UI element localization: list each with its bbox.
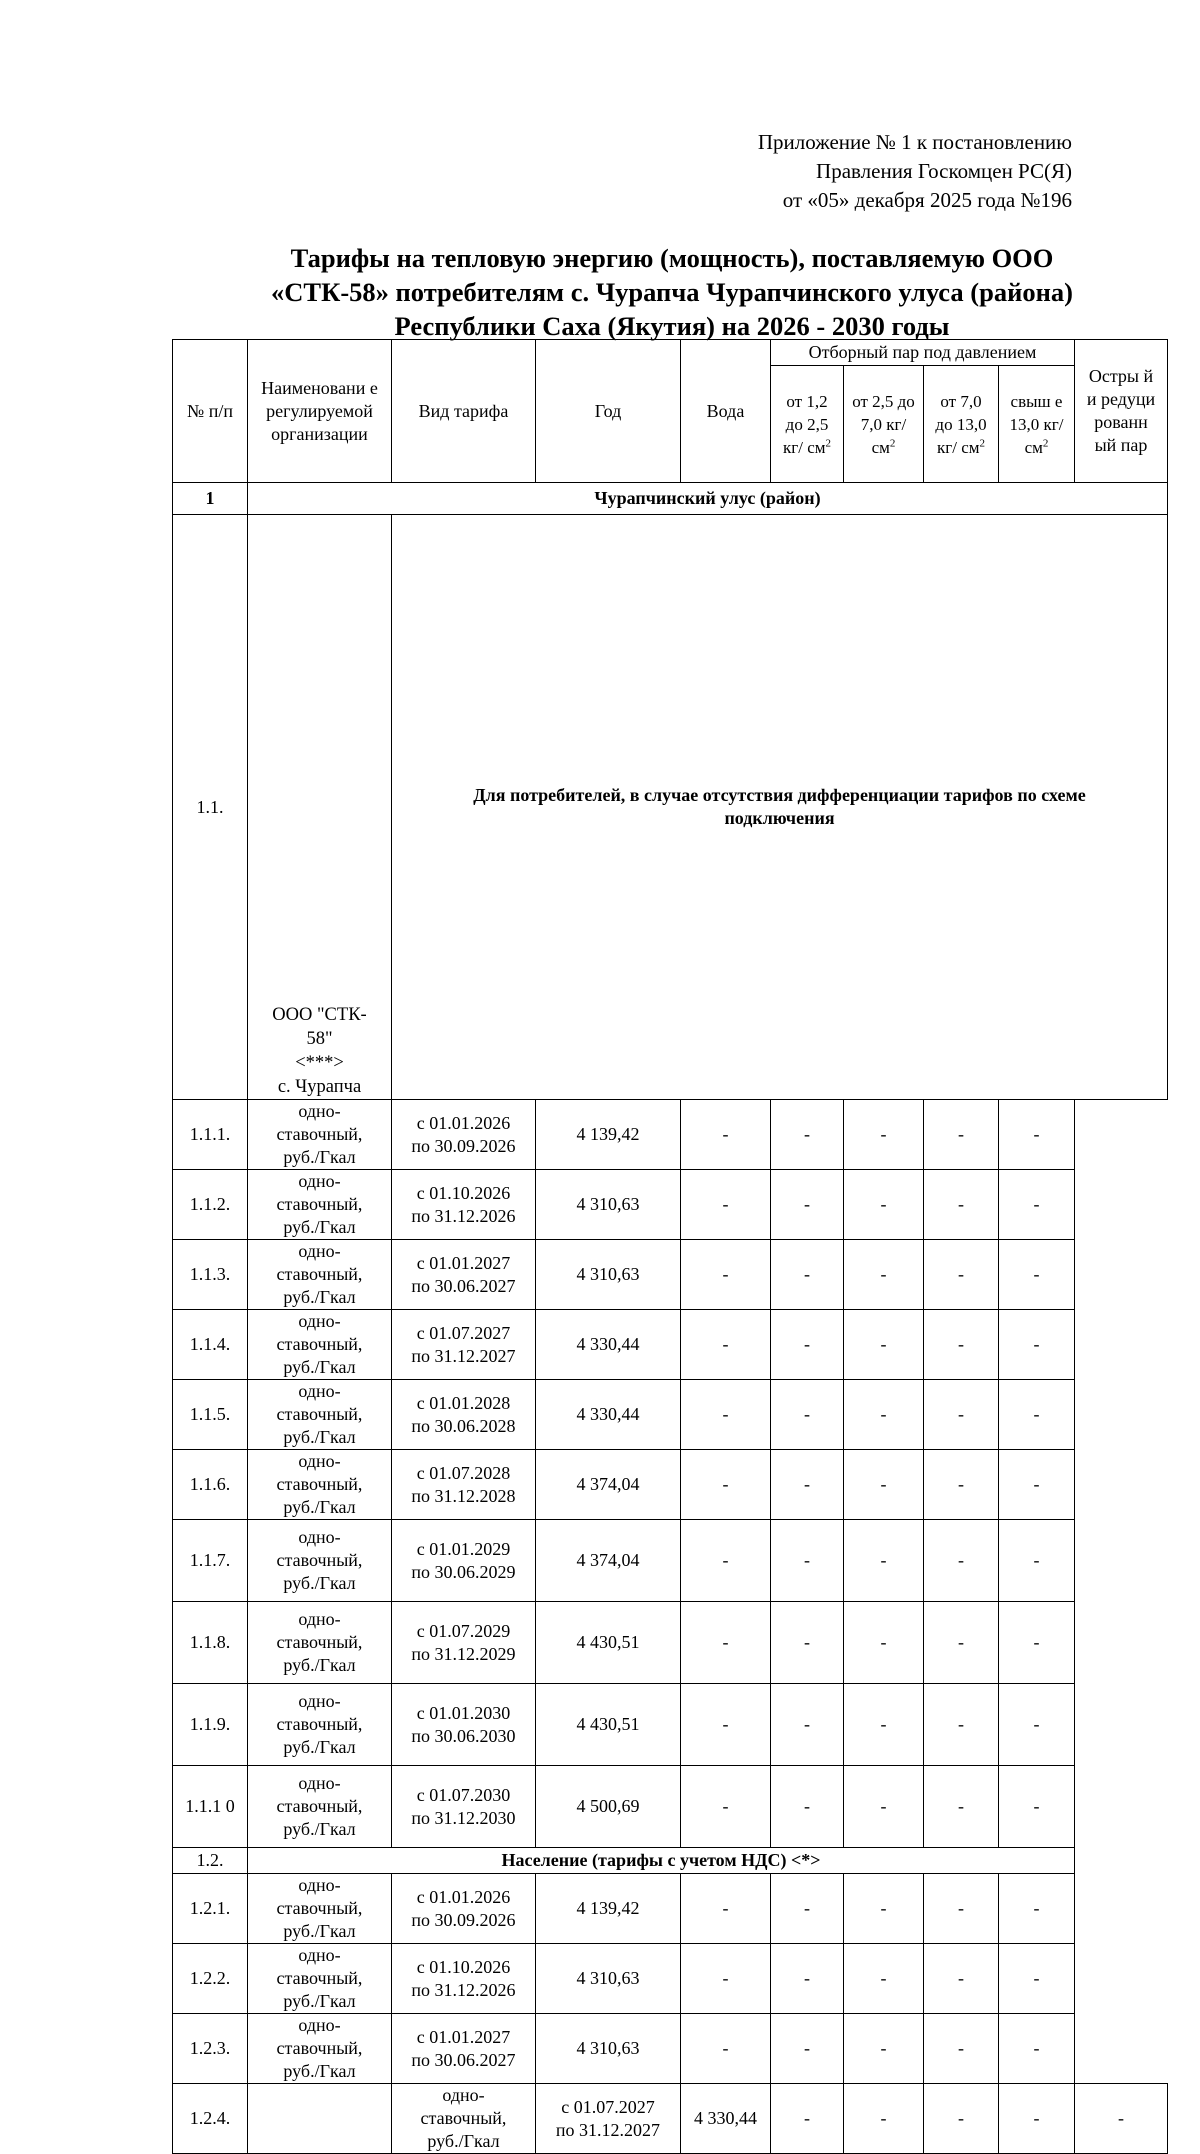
col-header-sharp-steam: Остры й и редуци рованн ый пар	[1075, 340, 1168, 483]
dash-cell: -	[681, 1450, 771, 1520]
dash-cell: -	[924, 2084, 999, 2154]
dash-cell: -	[844, 1240, 924, 1310]
water-value: 4 139,42	[536, 1874, 681, 1944]
water-value: 4 330,44	[681, 2084, 771, 2154]
row-num: 1.1.6.	[173, 1450, 248, 1520]
tariff-table	[172, 339, 1168, 2154]
title-line: Тарифы на тепловую энергию (мощность), поставляемую ООО	[290, 243, 1054, 273]
col-header-year: Год	[536, 340, 681, 483]
tariff-type: одно- ставочный, руб./Гкал	[248, 1520, 392, 1602]
row-num: 1.1.2.	[173, 1170, 248, 1240]
dash-cell: -	[924, 1520, 999, 1602]
water-value: 4 374,04	[536, 1520, 681, 1602]
row-num: 1.2.1.	[173, 1874, 248, 1944]
period: с 01.07.2027 по 31.12.2027	[536, 2084, 681, 2154]
period: с 01.01.2030 по 30.06.2030	[392, 1684, 536, 1766]
dash-cell: -	[999, 1766, 1075, 1848]
water-value: 4 430,51	[536, 1602, 681, 1684]
tariff-type: одно- ставочный, руб./Гкал	[248, 2014, 392, 2084]
dash-cell: -	[844, 1170, 924, 1240]
section-title: Население (тарифы с учетом НДС) <*>	[248, 1848, 1075, 1874]
col-header-steam-2: от 2,5 до 7,0 кг/ $см^2$	[844, 366, 924, 483]
dash-cell: -	[771, 1684, 844, 1766]
header-note-line: Приложение № 1 к постановлению	[757, 130, 1072, 154]
dash-cell: -	[924, 1766, 999, 1848]
section-num: 1.1.	[173, 515, 248, 1100]
section-num: 1	[173, 483, 248, 515]
dash-cell: -	[681, 1310, 771, 1380]
table-row	[173, 1602, 1168, 1684]
dash-cell: -	[681, 1170, 771, 1240]
dash-cell: -	[844, 1684, 924, 1766]
dash-cell: -	[844, 1380, 924, 1450]
dash-cell: -	[999, 1684, 1075, 1766]
col-header-tariff-type: Вид тарифа	[392, 340, 536, 483]
tariff-type: одно- ставочный, руб./Гкал	[248, 1684, 392, 1766]
period: с 01.01.2027 по 30.06.2027	[392, 1240, 536, 1310]
title-line: Республики Саха (Якутия) на 2026 - 2030 годы	[394, 311, 950, 341]
dash-cell: -	[844, 1944, 924, 2014]
period: с 01.07.2027 по 31.12.2027	[392, 1310, 536, 1380]
dash-cell: -	[771, 1240, 844, 1310]
dash-cell: -	[771, 1310, 844, 1380]
organization-cell: ООО "СТК- 58" <***> с. Чурапча	[248, 515, 392, 1100]
table-row	[173, 1380, 1168, 1450]
tariff-type: одно- ставочный, руб./Гкал	[248, 1874, 392, 1944]
water-value: 4 139,42	[536, 1100, 681, 1170]
period: с 01.01.2028 по 30.06.2028	[392, 1380, 536, 1450]
table-row	[173, 1450, 1168, 1520]
dash-cell: -	[844, 1602, 924, 1684]
dash-cell: -	[844, 1100, 924, 1170]
period: с 01.07.2030 по 31.12.2030	[392, 1766, 536, 1848]
row-num: 1.1.1 0	[173, 1766, 248, 1848]
dash-cell: -	[924, 1450, 999, 1520]
dash-cell: -	[924, 1602, 999, 1684]
dash-cell: -	[771, 1874, 844, 1944]
tariff-type: одно- ставочный, руб./Гкал	[248, 1100, 392, 1170]
section-row	[173, 1848, 1168, 1874]
row-num: 1.1.8.	[173, 1602, 248, 1684]
dash-cell: -	[999, 1602, 1075, 1684]
dash-cell: -	[844, 1450, 924, 1520]
header-note	[758, 128, 1072, 215]
water-value: 4 310,63	[536, 1944, 681, 2014]
rows-group-1-2	[173, 1874, 1168, 2154]
row-num: 1.1.5.	[173, 1380, 248, 1450]
col-header-org: Наименовани е регулируемой организации	[248, 340, 392, 483]
dash-cell: -	[681, 1520, 771, 1602]
period: с 01.01.2027 по 30.06.2027	[392, 2014, 536, 2084]
tariff-type: одно- ставочный, руб./Гкал	[248, 1240, 392, 1310]
section-row	[173, 515, 1168, 1100]
tariff-type: одно- ставочный, руб./Гкал	[248, 1450, 392, 1520]
period: с 01.01.2029 по 30.06.2029	[392, 1520, 536, 1602]
table-row	[173, 1170, 1168, 1240]
dash-cell: -	[681, 1380, 771, 1450]
table-row	[173, 1100, 1168, 1170]
dash-cell: -	[771, 1450, 844, 1520]
dash-cell: -	[999, 1450, 1075, 1520]
row-num: 1.1.7.	[173, 1520, 248, 1602]
period: с 01.01.2026 по 30.09.2026	[392, 1874, 536, 1944]
row-num: 1.1.4.	[173, 1310, 248, 1380]
dash-cell: -	[924, 1170, 999, 1240]
col-header-water: Вода	[681, 340, 771, 483]
dash-cell: -	[999, 1100, 1075, 1170]
dash-cell: -	[924, 1240, 999, 1310]
water-value: 4 310,63	[536, 2014, 681, 2084]
table-row	[173, 1944, 1168, 2014]
dash-cell: -	[1075, 2084, 1168, 2154]
dash-cell: -	[681, 1602, 771, 1684]
dash-cell: -	[681, 2014, 771, 2084]
dash-cell: -	[924, 2014, 999, 2084]
section-num: 1.2.	[173, 1848, 248, 1874]
period: с 01.01.2026 по 30.09.2026	[392, 1100, 536, 1170]
row-num: 1.2.4.	[173, 2084, 248, 2154]
dash-cell: -	[771, 1100, 844, 1170]
dash-cell: -	[681, 1240, 771, 1310]
water-value: 4 430,51	[536, 1684, 681, 1766]
water-value: 4 374,04	[536, 1450, 681, 1520]
table-row	[173, 1874, 1168, 1944]
water-value: 4 310,63	[536, 1170, 681, 1240]
rows-group-1-1	[173, 1100, 1168, 1848]
col-header-num: № п/п	[173, 340, 248, 483]
tariff-type: одно- ставочный, руб./Гкал	[248, 1602, 392, 1684]
row-num: 1.1.1.	[173, 1100, 248, 1170]
table-row	[173, 1310, 1168, 1380]
table-row	[173, 2014, 1168, 2084]
dash-cell: -	[999, 2084, 1075, 2154]
section-row	[173, 483, 1168, 515]
col-header-steam-group: Отборный пар под давлением	[771, 340, 1075, 366]
row-num: 1.2.3.	[173, 2014, 248, 2084]
period: с 01.10.2026 по 31.12.2026	[392, 1944, 536, 2014]
header-note-line: Правления Госкомцен РС(Я)	[816, 159, 1072, 183]
section-title: Чурапчинский улус (район)	[248, 483, 1168, 515]
section-title: Для потребителей, в случае отсутствия дифференциации тарифов по схеме подключения	[392, 515, 1168, 1100]
water-value: 4 500,69	[536, 1766, 681, 1848]
dash-cell: -	[681, 1944, 771, 2014]
dash-cell: -	[999, 1240, 1075, 1310]
dash-cell: -	[999, 1944, 1075, 2014]
water-value: 4 330,44	[536, 1380, 681, 1450]
row-num: 1.2.2.	[173, 1944, 248, 2014]
dash-cell: -	[771, 2084, 844, 2154]
dash-cell: -	[681, 1100, 771, 1170]
table-row	[173, 1520, 1168, 1602]
dash-cell: -	[681, 1874, 771, 1944]
water-value: 4 330,44	[536, 1310, 681, 1380]
dash-cell: -	[924, 1944, 999, 2014]
water-value: 4 310,63	[536, 1240, 681, 1310]
dash-cell: -	[844, 2014, 924, 2084]
dash-cell: -	[844, 1310, 924, 1380]
period: с 01.07.2029 по 31.12.2029	[392, 1602, 536, 1684]
col-header-steam-4: свыш е 13,0 кг/ $см^2$	[999, 366, 1075, 483]
dash-cell: -	[999, 1170, 1075, 1240]
table-row	[173, 1684, 1168, 1766]
dash-cell: -	[771, 2014, 844, 2084]
table-row	[173, 2084, 1168, 2154]
dash-cell: -	[771, 1766, 844, 1848]
table-row	[173, 1766, 1168, 1848]
tariff-type: одно- ставочный, руб./Гкал	[248, 1380, 392, 1450]
dash-cell: -	[681, 1766, 771, 1848]
col-header-steam-1: от 1,2 до 2,5 кг/ $см^2$	[771, 366, 844, 483]
table-row	[173, 1240, 1168, 1310]
dash-cell: -	[681, 1684, 771, 1766]
dash-cell: -	[771, 1380, 844, 1450]
title-line: «СТК-58» потребителям с. Чурапча Чурапчинского улуса (района)	[271, 277, 1073, 307]
dash-cell: -	[924, 1874, 999, 1944]
header-note-line: от «05» декабря 2025 года №196	[782, 188, 1072, 212]
dash-cell: -	[771, 1602, 844, 1684]
dash-cell: -	[999, 2014, 1075, 2084]
dash-cell: -	[771, 1944, 844, 2014]
dash-cell: -	[999, 1520, 1075, 1602]
row-num: 1.1.3.	[173, 1240, 248, 1310]
tariff-type: одно- ставочный, руб./Гкал	[248, 1170, 392, 1240]
org-cell-empty	[248, 2084, 392, 2154]
dash-cell: -	[924, 1380, 999, 1450]
tariff-type: одно- ставочный, руб./Гкал	[248, 1944, 392, 2014]
dash-cell: -	[924, 1684, 999, 1766]
dash-cell: -	[999, 1380, 1075, 1450]
tariff-type: одно- ставочный, руб./Гкал	[392, 2084, 536, 2154]
dash-cell: -	[844, 2084, 924, 2154]
dash-cell: -	[924, 1100, 999, 1170]
col-header-steam-3: от 7,0 до 13,0 кг/ $см^2$	[924, 366, 999, 483]
period: с 01.07.2028 по 31.12.2028	[392, 1450, 536, 1520]
period: с 01.10.2026 по 31.12.2026	[392, 1170, 536, 1240]
dash-cell: -	[844, 1520, 924, 1602]
tariff-type: одно- ставочный, руб./Гкал	[248, 1310, 392, 1380]
dash-cell: -	[771, 1170, 844, 1240]
dash-cell: -	[999, 1874, 1075, 1944]
dash-cell: -	[924, 1310, 999, 1380]
dash-cell: -	[844, 1874, 924, 1944]
dash-cell: -	[771, 1520, 844, 1602]
row-num: 1.1.9.	[173, 1684, 248, 1766]
tariff-type: одно- ставочный, руб./Гкал	[248, 1766, 392, 1848]
dash-cell: -	[999, 1310, 1075, 1380]
document-title	[172, 241, 1172, 343]
dash-cell: -	[844, 1766, 924, 1848]
